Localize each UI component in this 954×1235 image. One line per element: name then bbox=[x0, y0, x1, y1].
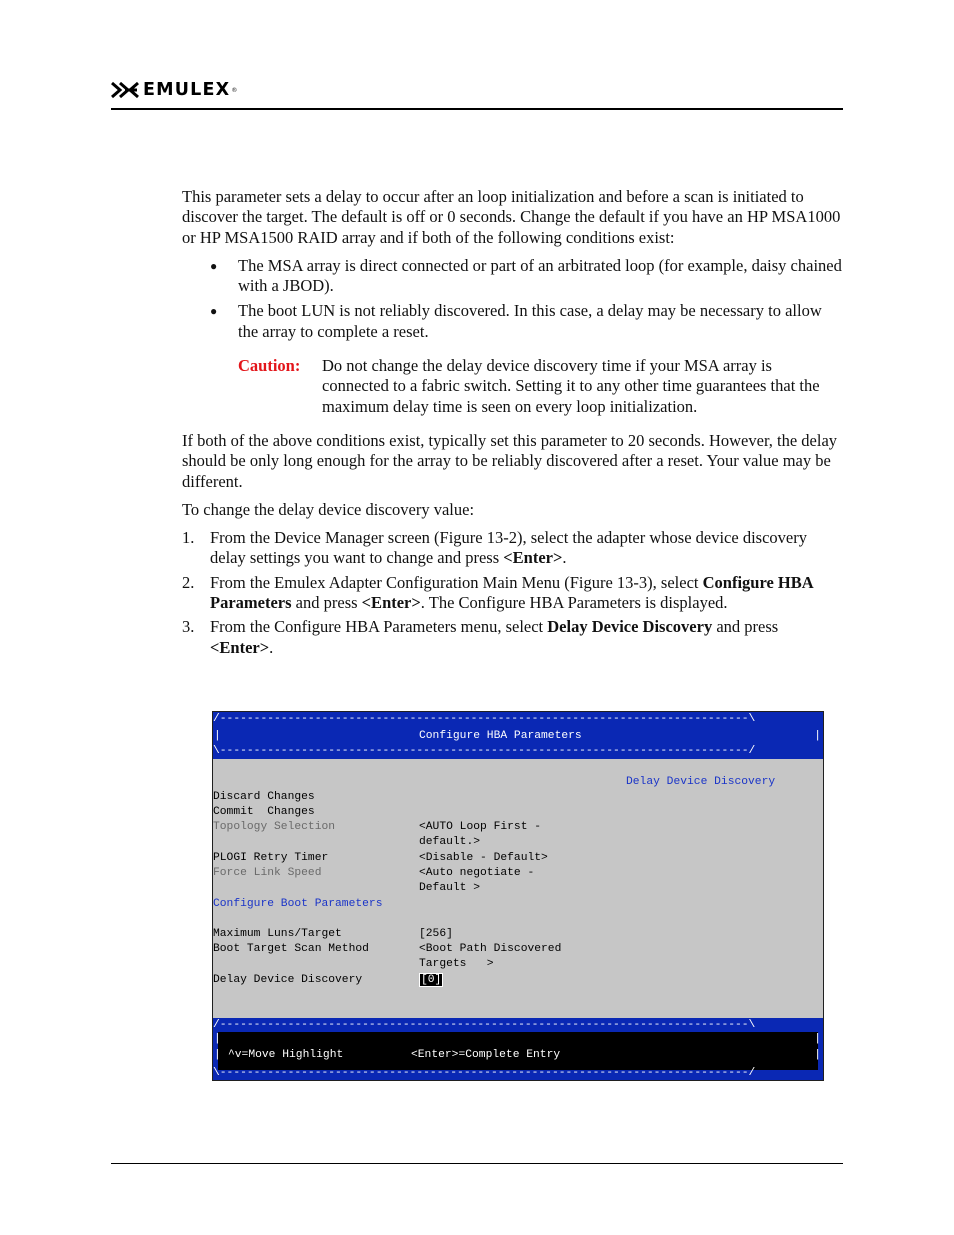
menu-item-configure-boot-parameters[interactable]: Configure Boot Parameters bbox=[213, 898, 383, 910]
help-text: Delay Device Discovery bbox=[626, 776, 776, 788]
plogi-retry-timer-value[interactable]: <Disable - Default> bbox=[419, 852, 548, 864]
procedure-steps bbox=[182, 528, 842, 658]
screen-footer bbox=[213, 1018, 823, 1081]
plogi-retry-timer-label[interactable]: PLOGI Retry Timer bbox=[213, 852, 329, 864]
topology-selection-value-cont: default.> bbox=[419, 836, 481, 848]
condition-list bbox=[182, 256, 842, 342]
header-pipe-right: | bbox=[814, 730, 821, 742]
step-number: 3. bbox=[182, 617, 195, 637]
step-item: 2. From the Emulex Adapter Configuration Main Menu (Figure 13-3), select Configure HBA Parameters and press <Enter>. The Configure HBA Parameters is displayed. bbox=[182, 572, 813, 613]
menu-item-commit-changes[interactable]: Commit Changes bbox=[213, 806, 315, 818]
move-highlight-hint: ^v=Move Highlight bbox=[228, 1049, 344, 1061]
footer-pipe-left: | bbox=[214, 1033, 221, 1045]
footer-rule bbox=[111, 1163, 843, 1164]
footer-pipe-right: | bbox=[814, 1033, 821, 1045]
boot-target-scan-label[interactable]: Boot Target Scan Method bbox=[213, 943, 369, 955]
emulex-logo-icon bbox=[111, 81, 139, 99]
logo-wordmark: EMULEX bbox=[143, 80, 231, 100]
menu-item-discard-changes[interactable]: Discard Changes bbox=[213, 791, 315, 803]
document-body bbox=[182, 187, 842, 662]
step-item: 3. From the Configure HBA Parameters menu, select Delay Device Discovery and press <Enter>. bbox=[182, 617, 779, 657]
caution-note bbox=[238, 356, 842, 417]
maximum-luns-value[interactable]: [256] bbox=[419, 928, 453, 940]
force-link-speed-value: <Auto negotiate - bbox=[419, 867, 535, 879]
procedure-intro: To change the delay device discovery value: bbox=[182, 499, 475, 519]
intro-paragraph: This parameter sets a delay to occur after an loop initialization and before a scan is initiated to discover the target. The default is off or 0 seconds. Change the default if you have an HP MSA1000 or HP MSA1500 RAID array and if both of the following conditions exist: bbox=[182, 187, 841, 247]
step-number: 2. bbox=[182, 572, 195, 592]
complete-entry-hint: <Enter>=Complete Entry bbox=[411, 1049, 561, 1061]
caution-label: Caution: bbox=[238, 356, 301, 376]
footer-border-bottom: \------------------------------------------------------------------------------/ bbox=[213, 1067, 756, 1079]
emulex-logo bbox=[111, 80, 237, 100]
topology-selection-value: <AUTO Loop First - bbox=[419, 821, 542, 833]
screen-title: Configure HBA Parameters bbox=[419, 730, 582, 742]
force-link-speed-label: Force Link Speed bbox=[213, 867, 322, 879]
boot-target-scan-value[interactable]: <Boot Path Discovered bbox=[419, 943, 562, 955]
footer-pipe-left-2: | bbox=[214, 1049, 221, 1061]
configure-hba-screen bbox=[212, 711, 824, 1081]
header-pipe-left: | bbox=[214, 730, 221, 742]
bullet-icon: ● bbox=[210, 258, 218, 273]
header-rule bbox=[111, 108, 843, 110]
header-border-bottom: \------------------------------------------------------------------------------/ bbox=[213, 745, 756, 757]
screen-header bbox=[213, 712, 823, 759]
bullet-icon: ● bbox=[210, 304, 218, 319]
footer-pipe-right-2: | bbox=[814, 1049, 821, 1061]
boot-target-scan-value-cont: Targets > bbox=[419, 958, 494, 970]
conditions-paragraph: If both of the above conditions exist, typically set this parameter to 20 seconds. However, the delay should be only long enough for the array to be reliably discovered after a reset. Your value may be different. bbox=[182, 430, 838, 491]
list-item: ● The boot LUN is not reliably discovered. In this case, a delay may be necessary to allow the array to complete a reset. bbox=[210, 301, 822, 341]
delay-device-discovery-value[interactable]: [0] bbox=[421, 974, 442, 986]
delay-device-discovery-label[interactable]: Delay Device Discovery bbox=[213, 974, 363, 986]
force-link-speed-value-cont: Default > bbox=[419, 882, 481, 894]
maximum-luns-label[interactable]: Maximum Luns/Target bbox=[213, 928, 342, 940]
caution-text: Do not change the delay device discovery time if your MSA array is connected to a fabric switch. Setting it to any other time guarantees that the maximum delay time is seen on every loop initialization. bbox=[322, 356, 820, 416]
topology-selection-label: Topology Selection bbox=[213, 821, 336, 833]
footer-border-top: /------------------------------------------------------------------------------\ bbox=[213, 1019, 756, 1031]
step-number: 1. bbox=[182, 528, 195, 548]
step-item: 1. From the Device Manager screen (Figure 13-2), select the adapter whose device discovery delay settings you want to change and press <Enter>. bbox=[182, 528, 807, 568]
header-border-top: /------------------------------------------------------------------------------\ bbox=[213, 713, 756, 725]
logo-trademark: ® bbox=[231, 86, 238, 94]
list-item: ● The MSA array is direct connected or part of an arbitrated loop (for example, daisy chained with a JBOD). bbox=[210, 255, 842, 296]
